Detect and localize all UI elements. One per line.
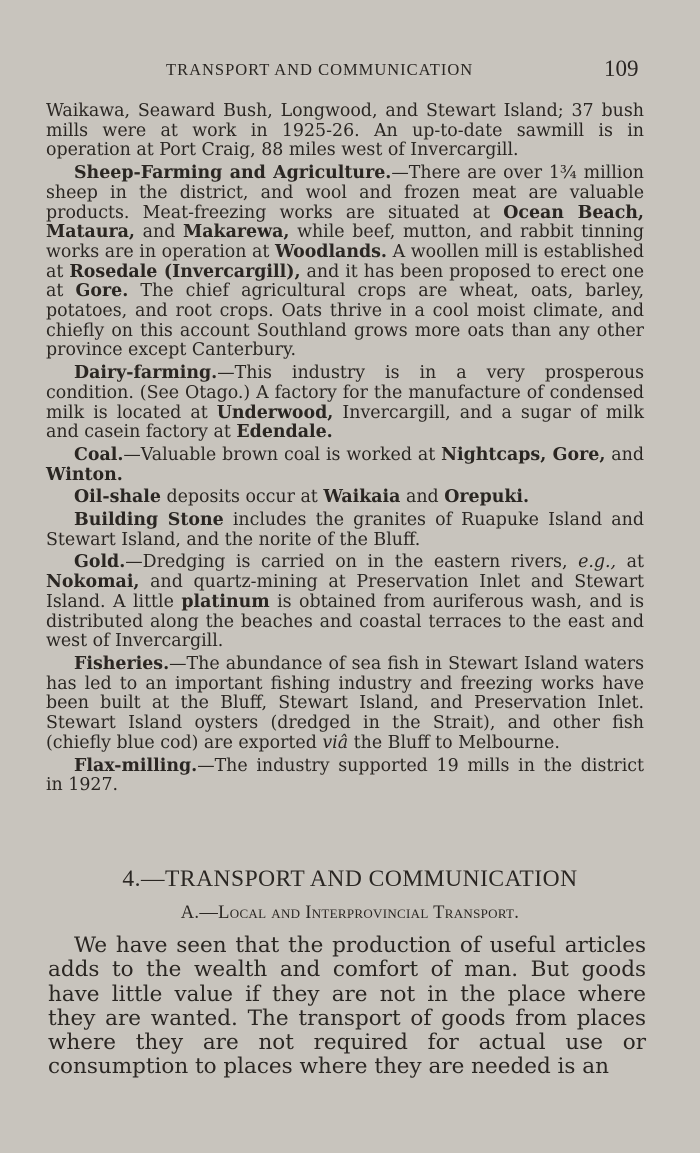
paragraph-gold	[46, 553, 644, 652]
text-span: and	[605, 444, 644, 465]
place-name: Nokomai,	[46, 572, 140, 593]
place-name: Edendale.	[236, 422, 333, 443]
text-span: Invercargill, and a sugar of milk and casein factory at	[46, 402, 644, 443]
section-heading: 4.—TRANSPORT AND COMMUNICATION	[122, 866, 578, 892]
paragraph-fisheries	[46, 655, 644, 754]
text-span: —There are over 1¾ million sheep in the district, and wool and frozen meat are valuable products. Meat-freezing works are situated at	[46, 163, 645, 223]
text-span: is obtained from auriferous wash, and is distributed along the beaches and coastal terraces to the east and west of Invercargill.	[46, 591, 645, 652]
paragraph-flax-milling	[46, 757, 644, 796]
lead-building-stone: Building Stone	[74, 510, 224, 531]
paragraph-sawmills: Waikawa, Seaward Bush, Longwood, and Stewart Island; 37 bush mills were at work in 1925-26. An up-to-date sawmill is in operation at Port Craig, 88 miles west of Invercargill.	[46, 101, 644, 161]
running-head	[0, 56, 700, 84]
text-span: and it has been proposed to erect one at	[46, 261, 645, 302]
place-name: Woodlands.	[274, 241, 387, 262]
body-text	[46, 102, 644, 796]
text-span: —This industry is in a very prosperous condition. (See Otago.) A factory for the manufacture of condensed milk is located at	[46, 363, 644, 423]
italic-abbrev: e.g.,	[578, 552, 617, 573]
text-span: and	[134, 222, 184, 243]
place-name: Winton.	[46, 464, 123, 485]
text-span: while beef, mutton, and rabbit tinning works are in operation at	[46, 222, 644, 262]
text-span: A woollen mill is established at	[46, 241, 644, 282]
section-intro	[48, 934, 646, 1080]
place-name: Orepuki.	[444, 487, 530, 508]
place-name: Gore.	[75, 281, 129, 302]
place-name: Waikaia	[323, 487, 401, 508]
running-head-title: TRANSPORT AND COMMUNICATION	[166, 60, 474, 79]
paragraph-oil-shale	[46, 488, 644, 508]
text-span: —Dredging is carried on in the eastern rivers,	[125, 552, 579, 573]
subheading-text: Local and Interprovincial Transport.	[218, 903, 520, 923]
place-name: Underwood,	[216, 402, 334, 423]
lead-fisheries: Fisheries.	[74, 653, 170, 674]
text-span: —The industry supported 19 mills in the district in 1927.	[46, 755, 644, 796]
lead-gold: Gold.	[74, 552, 126, 573]
paragraph-building-stone	[46, 511, 644, 550]
place-name: Nightcaps, Gore,	[441, 444, 606, 465]
text-span: The chief agricultural crops are wheat, oats, barley, potatoes, and root crops. Oats thrive in a cool moist climate, and chiefly on this account Southland grows more oats than any other province except Canterbury.	[46, 281, 644, 361]
paragraph-coal	[46, 446, 644, 485]
paragraph-dairy-farming	[46, 364, 644, 443]
lead-oil-shale: Oil-shale	[74, 487, 161, 508]
lead-coal: Coal.	[74, 444, 124, 465]
page-number: 109	[604, 56, 639, 81]
text-span: and quartz-mining at Preservation Inlet and Stewart Island. A little	[46, 572, 644, 612]
paragraph-sheep-farming	[46, 164, 644, 361]
lead-dairy-farming: Dairy-farming.	[74, 363, 218, 384]
intro-paragraph: We have seen that the production of useful articles adds to the wealth and comfort of man. But goods have little value if they are not in the place where they are wanted. The transport of goods from places where they are not required for actual use or consumption to places where they are needed is an	[48, 933, 646, 1080]
text-span: —The abundance of sea fish in Stewart Island waters has led to an important fishing industry and freezing works have been built at the Bluff, Stewart Island, and Preservation Inlet. Stewart Island oysters (dredged in the Strait), and other fish (chiefly blue cod) are exported	[46, 653, 644, 753]
subheading-prefix: A.—	[180, 903, 219, 923]
italic-via: viâ	[322, 732, 349, 753]
text-span: at	[616, 552, 645, 573]
place-name: Makarewa,	[183, 222, 290, 243]
section-subheading	[0, 903, 700, 924]
text-span: and	[400, 487, 445, 508]
mineral-name: platinum	[181, 591, 270, 612]
text-span: includes the granites of Ruapuke Island and Stewart Island, and the norite of the Bluff.	[46, 510, 644, 550]
text-span: the Bluff to Melbourne.	[348, 732, 560, 753]
text-span: —Valuable brown coal is worked at	[123, 444, 442, 465]
lead-sheep-farming: Sheep-Farming and Agriculture.	[74, 163, 392, 184]
place-name: Ocean Beach, Mataura,	[46, 202, 644, 243]
place-name: Rosedale (Invercargill),	[69, 261, 301, 282]
lead-flax-milling: Flax-milling.	[74, 755, 198, 776]
text-span: deposits occur at	[160, 487, 324, 508]
